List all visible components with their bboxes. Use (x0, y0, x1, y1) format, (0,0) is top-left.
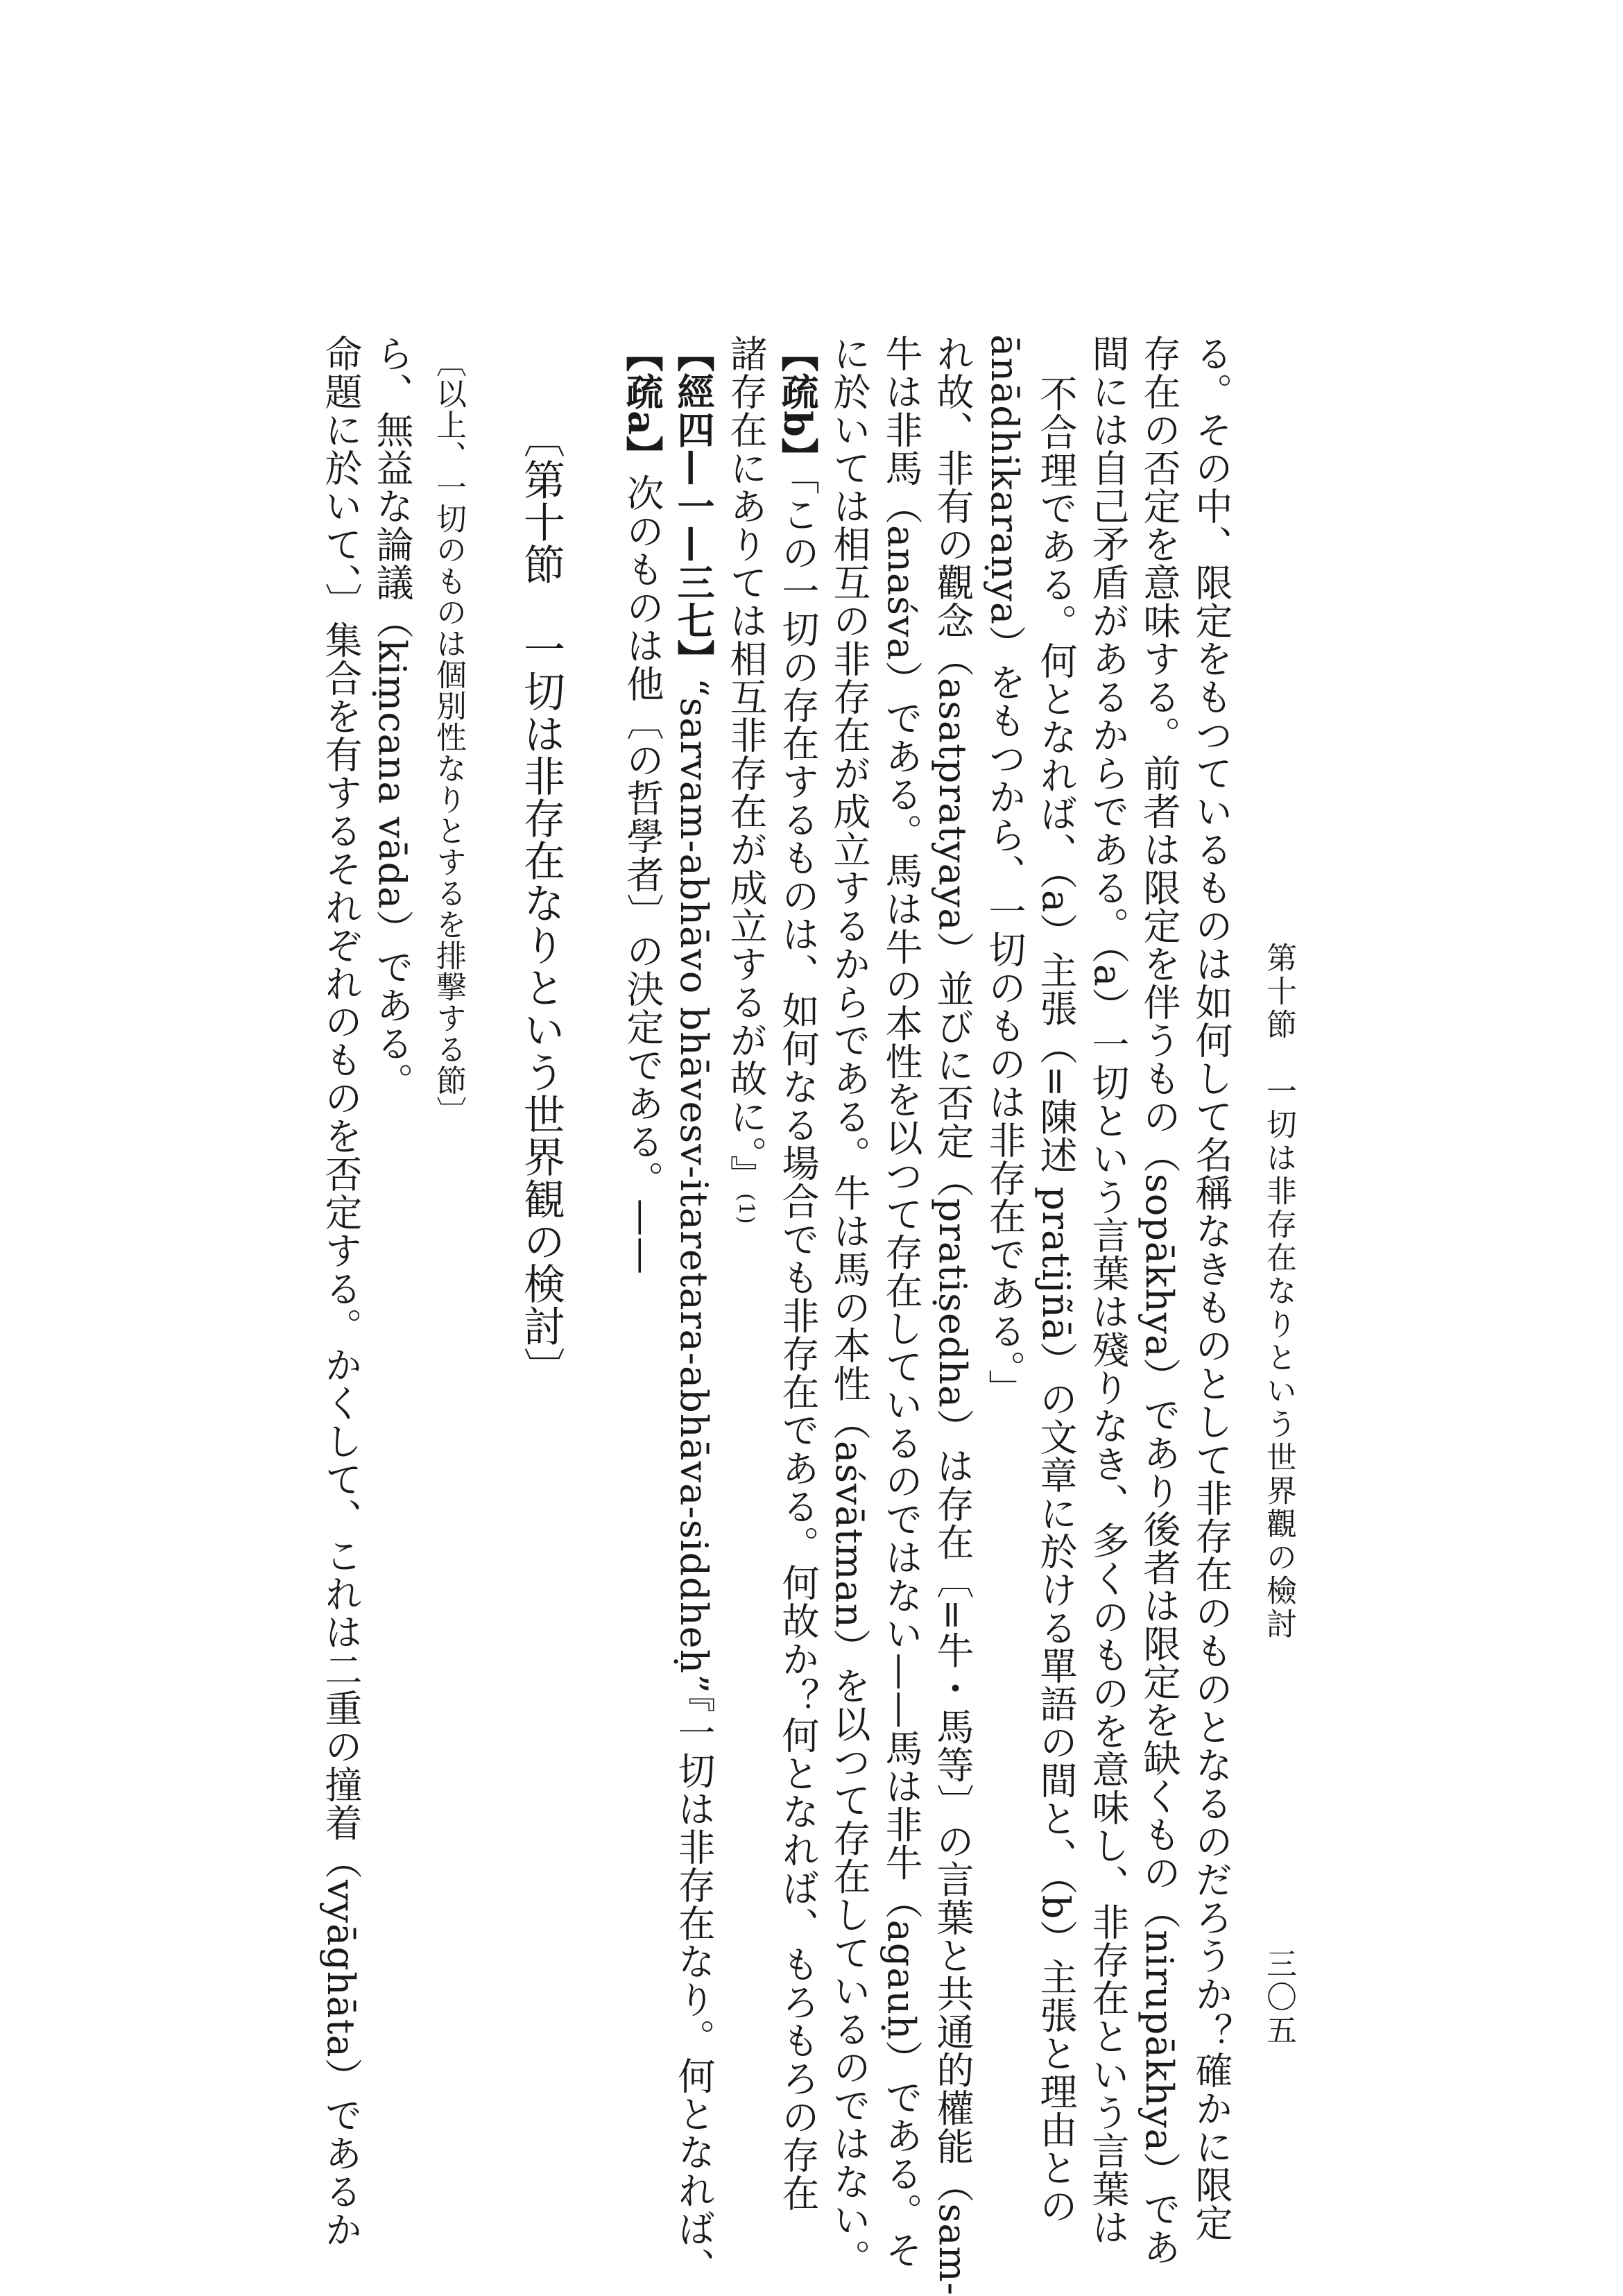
section-title: 〔第十節 一切は非存在なりという世界観の検討〕 (517, 416, 565, 1389)
text-line-commentary-b: 【疏b】「この一切の存在するものは、如何なる場合でも非存在である。何故か？何となれば、もろもろの存在 (775, 334, 820, 2212)
label-commentary-b: 【疏b】 (775, 334, 820, 476)
running-footer-title: 第十節 一切は非存在なりという世界觀の檢討 (1261, 942, 1296, 1641)
section-end-note: 〔以上、一切のものは個別性なりとするを排撃する節〕 (431, 347, 466, 1127)
text-line-sutra-2: 諸存在にありては相互非存在が成立するが故に。』(1) (724, 334, 768, 1225)
text-line-2: ら、無益な論議（kiṃcana vāda）である。 (370, 334, 414, 1101)
page-number: 三〇五 (1261, 1948, 1296, 2048)
text-line-10: 牛は非馬（anaśva）である。馬は牛の本性を以つて存在しているのではない——馬は非牛（agauḥ）である。そ (879, 334, 923, 2270)
text-line-16: る。その中、限定をもつているものは如何して名稱なきものとして非存在のものとなるのだろうか？確かに限定 (1190, 334, 1233, 2242)
label-commentary-a: 【疏a】 (620, 334, 664, 474)
text-line-14: 間には自己矛盾があるからである。（a）一切という言葉は殘りなき、多くのものを意味し、非存在という言葉は (1086, 334, 1130, 2247)
footnote-mark: (1) (734, 1193, 758, 1225)
label-sutra: 【經四—一—三七】 (671, 334, 716, 678)
text-line-13: 不合理である。何となれば、（a）主張（=陳述 pratijñā）の文章に於ける單語の間と、（b）主張と理由との (1034, 375, 1078, 2225)
text-line-12: ānādhikaraṇya）をもつから、一切のものは非存在である。」 (983, 334, 1027, 1408)
text-line-sutra: 【經四—一—三七】“sarvam-abhāvo bhāvesv-itaretara-abhāva-siddheḥ”『一切は非存在なり。何となれば、 (671, 334, 716, 2286)
text-line-commentary-a: 【疏a】次のものは他〔の哲學者〕の決定である。—— (620, 334, 664, 1275)
text-line-15: 存在の否定を意味する。前者は限定を伴うもの（sopākhya）であり後者は限定を缺くもの（nirupākhya）であ (1137, 334, 1181, 2266)
text-line-9: に於いては相互の非存在が成立するからである。牛は馬の本性（aśvātman）を以つて存在しているのではない。 (827, 334, 871, 2277)
text-line-1: 命題に於いて、〕集合を有するそれぞれのものを否定する。かくして、これは二重の撞着（vyāghāta）であるか (319, 334, 363, 2249)
text-line-11: れ故、非有の觀念（asatpratyaya）並びに否定（pratiṣedha）は存在〔=牛・馬等〕の言葉と共通的權能（sam- (931, 334, 974, 2296)
